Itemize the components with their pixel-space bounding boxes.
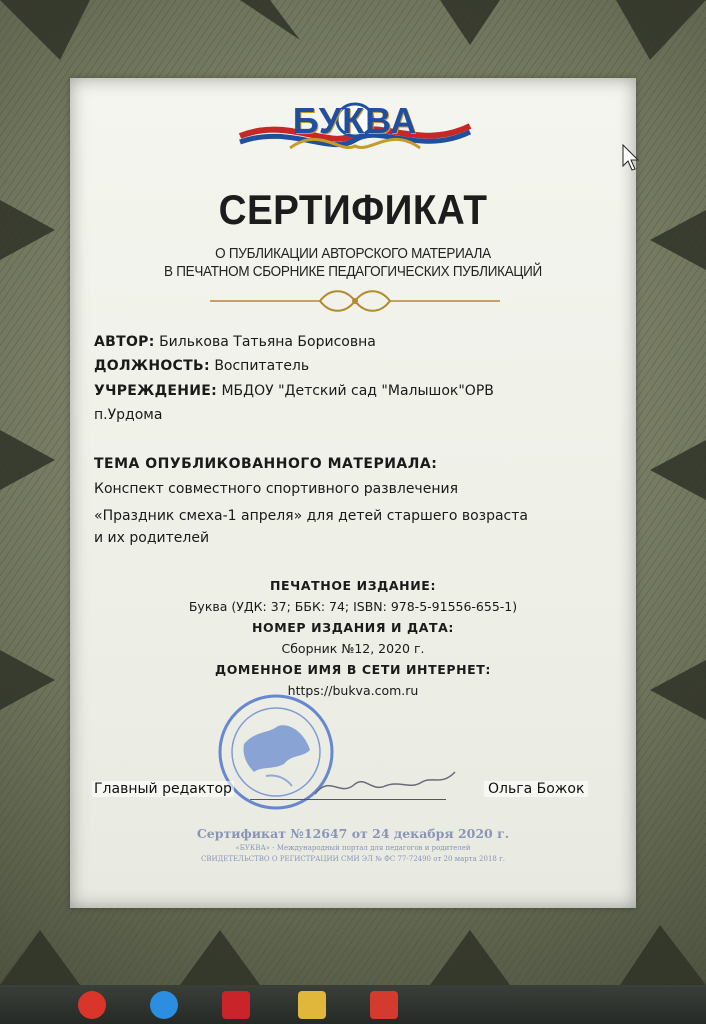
theme-line2: «Праздник смеха-1 апреля» для детей старшего возраста [94, 508, 528, 524]
yandex-browser-icon[interactable] [78, 991, 106, 1019]
pdf-reader-icon[interactable] [370, 991, 398, 1019]
position-row [94, 358, 309, 374]
institution-label: УЧРЕЖДЕНИЕ: [94, 383, 217, 399]
mouse-cursor-icon [622, 144, 640, 172]
file-explorer-icon[interactable] [298, 991, 326, 1019]
footer-registration-line: СВИДЕТЕЛЬСТВО О РЕГИСТРАЦИИ СМИ ЭЛ № ФС 77-72490 от 20 марта 2018 г. [200, 855, 505, 863]
certificate-title: СЕРТИФИКАТ [218, 186, 488, 233]
author-value: Билькова Татьяна Борисовна [159, 334, 376, 350]
author-label: АВТОР: [94, 334, 155, 350]
theme-line3: и их родителей [94, 530, 210, 546]
footer-certificate-number: Сертификат №12647 от 24 декабря 2020 г. [196, 826, 510, 841]
theme-label: ТЕМА ОПУБЛИКОВАННОГО МАТЕРИАЛА: [94, 456, 438, 472]
position-label: ДОЛЖНОСТЬ: [94, 358, 210, 374]
author-row [94, 334, 376, 350]
issue-value: Сборник №12, 2020 г. [281, 641, 425, 656]
logo-text: БУКВА [292, 100, 418, 141]
yandex-app-icon[interactable] [222, 991, 250, 1019]
certificate-paper [70, 78, 636, 908]
footer-portal-line: «БУКВА» - Международный портал для педагогов и родителей [235, 844, 471, 852]
institution-row [94, 383, 494, 399]
issue-label: НОМЕР ИЗДАНИЯ И ДАТА: [251, 620, 455, 635]
editor-name: Ольга Божок [484, 781, 588, 797]
institution-value-line2: п.Урдома [94, 407, 163, 423]
publication-value: Буква (УДК: 37; ББК: 74; ISBN: 978-5-91556-655-1) [188, 599, 518, 614]
taskbar [0, 985, 706, 1024]
publication-label: ПЕЧАТНОЕ ИЗДАНИЕ: [269, 578, 437, 593]
signature-icon [310, 764, 460, 804]
ornament-divider-icon [210, 288, 500, 314]
edge-browser-icon[interactable] [150, 991, 178, 1019]
editor-label: Главный редактор [94, 781, 232, 797]
domain-label: ДОМЕННОЕ ИМЯ В СЕТИ ИНТЕРНЕТ: [214, 662, 492, 677]
theme-line1: Конспект совместного спортивного развлечения [94, 481, 458, 497]
position-value: Воспитатель [214, 358, 310, 374]
domain-value: https://bukva.com.ru [287, 683, 419, 698]
subtitle-line2: В ПЕЧАТНОМ СБОРНИКЕ ПЕДАГОГИЧЕСКИХ ПУБЛИКАЦИЙ [164, 264, 542, 280]
subtitle-line1: О ПУБЛИКАЦИИ АВТОРСКОГО МАТЕРИАЛА [215, 246, 491, 262]
institution-value: МБДОУ "Детский сад "Малышок"ОРВ [221, 383, 494, 399]
